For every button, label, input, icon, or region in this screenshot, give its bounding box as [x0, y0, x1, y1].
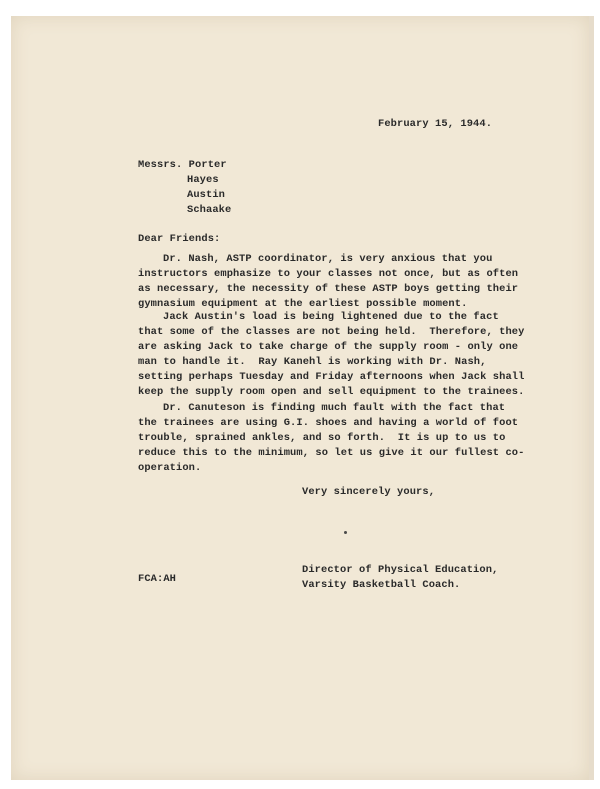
paragraph-2-line: are asking Jack to take charge of the supply room - only one: [138, 341, 519, 353]
recipient-line-1: Messrs. Porter: [138, 159, 227, 171]
paragraph-1-line: Dr. Nash, ASTP coordinator, is very anxious that you: [163, 253, 493, 265]
paragraph-2-line: setting perhaps Tuesday and Friday afternoons when Jack shall: [138, 371, 525, 383]
salutation: Dear Friends:: [138, 233, 221, 245]
page-edge: [589, 16, 594, 780]
paragraph-1-line: gymnasium equipment at the earliest possible moment.: [138, 298, 468, 310]
paragraph-1-line: as necessary, the necessity of these ASTP boys getting their: [138, 283, 519, 295]
paragraph-3-line: Dr. Canuteson is finding much fault with the fact that: [163, 402, 506, 414]
ink-dot: [344, 531, 347, 534]
paragraph-2-line: Jack Austin's load is being lightened due to the fact: [163, 311, 499, 323]
recipient-line-2: Hayes: [187, 174, 219, 186]
recipient-line-4: Schaake: [187, 204, 232, 216]
paragraph-3-line: operation.: [138, 462, 202, 474]
signature-title-line-1: Director of Physical Education,: [302, 564, 499, 576]
recipient-line-3: Austin: [187, 189, 226, 201]
paragraph-3-line: the trainees are using G.I. shoes and having a world of foot: [138, 417, 519, 429]
letter-date: February 15, 1944.: [378, 118, 493, 130]
paragraph-2-line: man to handle it. Ray Kanehl is working with Dr. Nash,: [138, 356, 487, 368]
paragraph-3-line: trouble, sprained ankles, and so forth. It is up to us to: [138, 432, 506, 444]
paragraph-2-line: keep the supply room open and sell equipment to the trainees.: [138, 386, 525, 398]
closing: Very sincerely yours,: [302, 486, 436, 498]
reference-initials: FCA:AH: [138, 573, 177, 585]
paragraph-1-line: instructors emphasize to your classes not once, but as often: [138, 268, 519, 280]
signature-title-line-2: Varsity Basketball Coach.: [302, 579, 461, 591]
paragraph-2-line: that some of the classes are not being held. Therefore, they: [138, 326, 525, 338]
paragraph-3-line: reduce this to the minimum, so let us give it our fullest co-: [138, 447, 525, 459]
